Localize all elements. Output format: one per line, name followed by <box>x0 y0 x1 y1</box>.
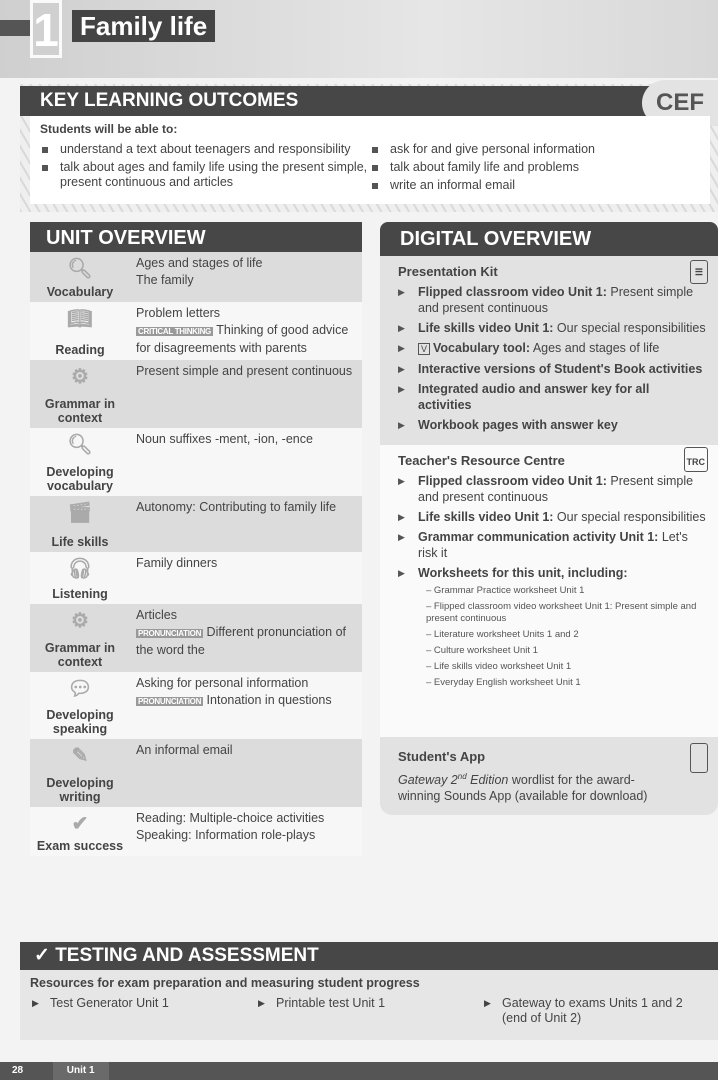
gear-icon: ⚙ <box>71 610 89 632</box>
trc-icon: TRC <box>684 447 709 472</box>
resource-name: Life skills video Unit 1: <box>418 510 554 524</box>
overview-section-label <box>30 252 130 302</box>
key-learning-intro: Students will be able to: <box>40 122 178 136</box>
overview-content <box>130 672 362 739</box>
section-name: Vocabulary <box>46 285 114 299</box>
overview-section-label <box>30 672 130 739</box>
worksheet-item: – Flipped classroom video worksheet Unit 1: Present simple and present continuous <box>426 601 697 624</box>
overview-content <box>130 302 362 360</box>
outcomes-right <box>370 142 700 196</box>
content-line: Noun suffixes -ment, -ion, -ence <box>136 432 313 446</box>
tag-text: Different pronunciation of the word the <box>136 625 346 657</box>
presentation-kit-section <box>380 256 718 445</box>
overview-section-label <box>30 428 130 496</box>
overview-section-label <box>30 552 130 604</box>
student-app-text <box>398 769 706 804</box>
resource-desc: Let's risk it <box>418 530 688 560</box>
magnifier-icon: 🔍︎ <box>67 434 93 456</box>
testing-item: ▶ Printable test Unit 1 <box>256 996 482 1026</box>
tag-text: Thinking of good advice for disagreements with parents <box>136 323 349 355</box>
app-edition: Edition <box>466 773 509 788</box>
content-line: Present simple and present continuous <box>136 364 353 378</box>
unit-number: 1 <box>30 0 62 58</box>
trc-section <box>380 445 718 737</box>
app-name: Gateway 2 <box>398 773 458 788</box>
overview-row <box>30 252 362 302</box>
worksheet-item: – Grammar Practice worksheet Unit 1 <box>426 585 585 596</box>
skill-tag: CRITICAL THINKING <box>138 327 211 336</box>
outcome-item: write an informal email <box>370 178 700 193</box>
resource-item <box>398 284 706 316</box>
testing-body <box>20 970 718 1040</box>
section-name: Developing vocabulary <box>46 465 114 493</box>
key-learning-title: KEY LEARNING OUTCOMES <box>20 86 660 116</box>
section-name: Exam success <box>36 839 124 853</box>
section-name: Life skills <box>51 535 109 549</box>
content-line: Ages and stages of life <box>136 256 263 270</box>
tag-text: Intonation in questions <box>206 693 332 707</box>
cef-badge: CEF <box>642 80 718 126</box>
digital-overview-panel <box>380 222 718 815</box>
overview-section-label <box>30 360 130 428</box>
content-line: Articles <box>136 608 177 622</box>
overview-section-label <box>30 496 130 552</box>
testing-intro: Resources for exam preparation and measuring student progress <box>30 976 420 990</box>
banner-stripe <box>0 20 30 36</box>
resource-item <box>398 529 706 561</box>
worksheet-item: – Culture worksheet Unit 1 <box>426 645 538 656</box>
page-number: 28 <box>12 1065 24 1076</box>
overview-row <box>30 360 362 428</box>
key-learning-body <box>30 116 710 204</box>
resource-item <box>398 509 706 525</box>
resource-name: Flipped classroom video Unit 1: <box>418 474 607 488</box>
outcomes-left <box>40 142 370 196</box>
checkmark-icon: ✔ <box>71 813 89 835</box>
footer-unit: Unit 1 <box>53 1062 109 1080</box>
resource-name: Flipped classroom video Unit 1: <box>418 285 607 299</box>
trc-title: Teacher's Resource Centre <box>398 453 565 468</box>
outcome-item: talk about family life and problems <box>370 160 700 175</box>
resource-item <box>398 320 706 336</box>
gear-icon: ⚙ <box>71 366 89 388</box>
resource-item <box>398 565 706 581</box>
overview-section-label <box>30 302 130 360</box>
headphones-icon: 🎧︎ <box>67 558 93 580</box>
unit-title: Family life <box>72 10 215 42</box>
resource-desc: Present simple and present continuous <box>418 285 694 315</box>
content-line: Autonomy: Contributing to family life <box>136 500 337 514</box>
tagged-line <box>136 322 362 357</box>
content-line: An informal email <box>136 743 233 757</box>
content-line: Family dinners <box>136 556 218 570</box>
resource-name: Integrated audio and answer key for all activities <box>418 382 650 412</box>
digital-overview-title: DIGITAL OVERVIEW <box>380 222 718 256</box>
overview-row <box>30 552 362 604</box>
app-sup: nd <box>457 772 467 781</box>
resource-name: Grammar communication activity Unit 1: <box>418 530 659 544</box>
resource-item <box>398 417 706 433</box>
resource-item <box>398 473 706 505</box>
worksheet-item: – Life skills video worksheet Unit 1 <box>426 661 572 672</box>
overview-content <box>130 604 362 672</box>
magnifier-icon: 🔍︎ <box>67 258 93 280</box>
overview-row <box>30 807 362 856</box>
resource-item <box>398 340 706 357</box>
pencil-icon: ✎ <box>71 745 89 767</box>
resource-item <box>398 361 706 377</box>
overview-content <box>130 807 362 856</box>
student-app-section <box>380 737 718 815</box>
resource-desc: Our special responsibilities <box>553 510 706 524</box>
resource-name: Life skills video Unit 1: <box>418 321 554 335</box>
section-name: Developing writing <box>46 776 114 804</box>
overview-content <box>130 360 362 428</box>
overview-row <box>30 672 362 739</box>
testing-item: ▶ Gateway to exams Units 1 and 2 (end of Unit 2) <box>482 996 708 1026</box>
content-line: Speaking: Information role-plays <box>136 828 316 842</box>
resource-desc: Present simple and present continuous <box>418 474 694 504</box>
overview-content <box>130 428 362 496</box>
resource-name: Vocabulary tool: <box>433 341 531 355</box>
resource-item <box>398 381 706 413</box>
resource-desc: Ages and stages of life <box>530 341 660 355</box>
outcome-item: ask for and give personal information <box>370 142 700 157</box>
section-name: Developing speaking <box>46 708 114 736</box>
tagged-line <box>136 624 362 659</box>
overview-content <box>130 496 362 552</box>
worksheet-item: – Everyday English worksheet Unit 1 <box>426 677 581 688</box>
worksheet-item: – Literature worksheet Units 1 and 2 <box>426 629 579 640</box>
speech-bubbles-icon: 💬︎ <box>67 678 93 700</box>
outcome-item: talk about ages and family life using the present simple, present continuous and articles <box>40 160 370 190</box>
overview-row <box>30 496 362 552</box>
overview-section-label <box>30 604 130 672</box>
content-line: Problem letters <box>136 306 221 320</box>
unit-overview-title: UNIT OVERVIEW <box>30 222 362 252</box>
overview-section-label <box>30 739 130 807</box>
page-footer <box>0 1062 718 1080</box>
testing-title: ✓ TESTING AND ASSESSMENT <box>20 942 718 970</box>
app-desc: wordlist for the award-winning Sounds App (available for download) <box>398 773 648 804</box>
tablet-icon <box>690 743 708 773</box>
unit-overview-rows <box>30 252 362 856</box>
testing-item: ▶ Test Generator Unit 1 <box>30 996 256 1026</box>
presentation-kit-title: Presentation Kit <box>398 264 498 279</box>
overview-row <box>30 604 362 672</box>
overview-content <box>130 252 362 302</box>
section-name: Grammar in context <box>44 397 116 425</box>
section-name: Reading <box>55 343 105 357</box>
book-icon: 📖︎ <box>67 308 93 330</box>
overview-row <box>30 739 362 807</box>
content-line: Asking for personal information <box>136 676 309 690</box>
skill-tag: PRONUNCIATION <box>138 629 202 638</box>
overview-content <box>130 739 362 807</box>
content-line: The family <box>136 273 194 287</box>
section-name: Grammar in context <box>44 641 116 669</box>
overview-section-label <box>30 807 130 856</box>
skill-tag: PRONUNCIATION <box>138 697 202 706</box>
overview-content <box>130 552 362 604</box>
resource-name: Workbook pages with answer key <box>418 418 618 432</box>
outcome-item: understand a text about teenagers and responsibility <box>40 142 370 157</box>
vocab-tool-icon: V <box>418 343 430 355</box>
resource-name: Worksheets for this unit, including: <box>418 566 628 580</box>
tagged-line <box>136 692 362 710</box>
section-name: Listening <box>52 587 108 601</box>
resource-desc: Our special responsibilities <box>553 321 706 335</box>
resource-name: Interactive versions of Student's Book activities <box>418 362 703 376</box>
overview-row <box>30 302 362 360</box>
presentation-board-icon: ☰ <box>690 260 708 284</box>
content-line: Reading: Multiple-choice activities <box>136 811 325 825</box>
student-app-title: Student's App <box>398 749 486 764</box>
overview-row <box>30 428 362 496</box>
clapperboard-icon: 🎬︎ <box>67 502 93 524</box>
